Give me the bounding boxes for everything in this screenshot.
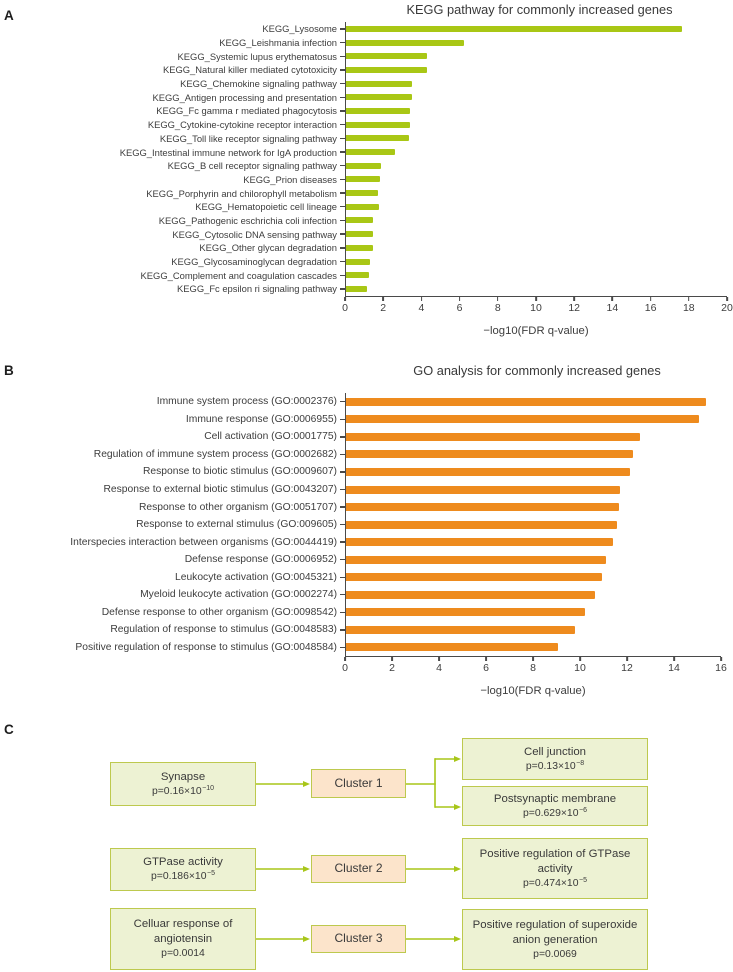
p-value-exponent: −10	[202, 784, 215, 792]
category-label: KEGG_Natural killer mediated cytotoxicity	[162, 64, 337, 76]
x-tick	[418, 297, 424, 314]
category-label: KEGG_B cell receptor signaling pathway	[167, 160, 337, 172]
bar-track	[345, 227, 728, 241]
cluster-label: Cluster 2	[334, 861, 383, 876]
p-value	[151, 870, 215, 884]
category-label: KEGG_Pathogenic eschrichia coli infection	[158, 214, 337, 226]
category-cell	[0, 484, 345, 495]
category-cell	[0, 554, 345, 565]
category-cell	[0, 466, 345, 477]
bar-track	[345, 36, 728, 50]
x-tick-mark	[532, 657, 534, 661]
x-tick-label: 16	[715, 662, 727, 675]
chart-row	[0, 227, 733, 241]
bar-track	[345, 533, 722, 551]
bar-track	[345, 90, 728, 104]
p-value	[161, 947, 205, 961]
x-tick-mark	[485, 657, 487, 661]
bar	[346, 26, 682, 32]
bar	[346, 81, 412, 87]
bar-track	[345, 551, 722, 569]
p-value-exponent: −5	[579, 876, 587, 884]
chart-row	[0, 516, 733, 534]
bar	[346, 231, 373, 237]
category-label: Leukocyte activation (GO:0045321)	[175, 571, 337, 583]
p-value-base: p=0.474×10	[523, 877, 579, 889]
x-tick-label: 2	[380, 301, 387, 314]
chart-row	[0, 255, 733, 269]
bar-track	[345, 428, 722, 446]
category-label: KEGG_Antigen processing and presentation	[152, 91, 337, 103]
x-tick	[645, 297, 657, 314]
term-title: Synapse	[160, 770, 206, 783]
x-tick-mark	[688, 297, 690, 301]
chart-row	[0, 604, 733, 622]
p-value-base: p=0.629×10	[523, 807, 579, 819]
bar	[346, 468, 630, 476]
term-box	[462, 786, 648, 826]
bar	[346, 163, 381, 169]
category-label: KEGG_Fc gamma r mediated phagocytosis	[156, 105, 337, 117]
category-cell	[0, 270, 345, 281]
chart-row	[0, 145, 733, 159]
bar	[346, 503, 619, 511]
bar-track	[345, 145, 728, 159]
bar-track	[345, 77, 728, 91]
x-tick-label: 12	[621, 662, 633, 675]
panel-label-a: A	[4, 8, 14, 23]
x-tick-label: 6	[483, 662, 489, 675]
chart-row	[0, 282, 733, 296]
p-value-base: p=0.13×10	[525, 760, 576, 772]
bar	[346, 486, 620, 494]
bar-track	[345, 393, 722, 411]
category-cell	[0, 133, 345, 144]
x-tick	[457, 297, 463, 314]
term-title: Postsynaptic membrane	[493, 792, 617, 805]
category-cell	[0, 37, 345, 48]
term-box	[110, 848, 256, 891]
cluster-label: Cluster 3	[334, 931, 383, 946]
x-tick-label: 0	[342, 301, 348, 314]
x-tick-label: 10	[530, 301, 542, 314]
chart-row	[0, 118, 733, 132]
bar	[346, 149, 395, 155]
panel-label-c: C	[4, 722, 14, 737]
bar-track	[345, 411, 722, 429]
bar	[346, 204, 379, 210]
x-tick-label: 10	[574, 662, 586, 675]
bar	[346, 67, 427, 73]
p-value-exponent: −6	[579, 806, 587, 814]
term-title: Celluar response of angiotensin	[133, 918, 233, 946]
category-cell	[0, 283, 345, 294]
bar-track	[345, 568, 722, 586]
term-box	[110, 908, 256, 970]
chart-row	[0, 428, 733, 446]
go-analysis-chart	[0, 363, 733, 697]
bar-track	[345, 481, 722, 499]
bar-track	[345, 200, 728, 214]
chart-row	[0, 36, 733, 50]
category-cell	[0, 256, 345, 267]
x-tick-mark	[459, 297, 461, 301]
category-cell	[0, 537, 345, 548]
category-cell	[0, 92, 345, 103]
chart-row	[0, 77, 733, 91]
bar	[346, 108, 410, 114]
x-tick	[607, 297, 619, 314]
bar	[346, 53, 427, 59]
x-tick-mark	[497, 297, 499, 301]
category-cell	[0, 519, 345, 530]
chart-row	[0, 411, 733, 429]
bar	[346, 40, 464, 46]
category-cell	[0, 414, 345, 425]
term-box	[110, 762, 256, 806]
bar-track	[345, 186, 728, 200]
term-box	[462, 909, 648, 970]
x-tick-label: 18	[682, 301, 695, 314]
chart-row	[0, 268, 733, 282]
p-value	[152, 785, 214, 799]
bar-track	[345, 282, 728, 296]
x-tick-mark	[626, 657, 628, 661]
chart-row	[0, 551, 733, 569]
chart-row	[0, 241, 733, 255]
category-cell	[0, 229, 345, 240]
category-cell	[0, 147, 345, 158]
category-label: Defense response to other organism (GO:0098542)	[101, 606, 337, 618]
category-cell	[0, 51, 345, 62]
category-cell	[0, 642, 345, 653]
category-label: KEGG_Prion diseases	[243, 173, 337, 185]
category-cell	[0, 105, 345, 116]
p-value	[523, 807, 587, 821]
category-label: KEGG_Toll like receptor signaling pathway	[159, 132, 337, 144]
chart-row	[0, 186, 733, 200]
x-axis-label: −log10(FDR q-value)	[480, 685, 586, 698]
bar	[346, 217, 373, 223]
chart-row	[0, 63, 733, 77]
bar-track	[345, 173, 728, 187]
x-tick	[574, 657, 586, 674]
category-label: KEGG_Lysosome	[262, 23, 337, 35]
x-axis	[342, 296, 733, 323]
bar-track	[345, 214, 728, 228]
bar-track	[345, 255, 728, 269]
bar-track	[345, 639, 722, 657]
chart-rows	[0, 22, 733, 296]
chart-row	[0, 498, 733, 516]
bar	[346, 450, 633, 458]
bar	[346, 556, 606, 564]
x-tick-mark	[650, 297, 652, 301]
category-cell	[0, 431, 345, 442]
x-tick-label: 4	[436, 662, 442, 675]
x-tick	[530, 297, 542, 314]
bar	[346, 272, 369, 278]
category-label: Interspecies interaction between organisms (GO:0044419)	[70, 536, 337, 548]
term-title: Cell junction	[523, 745, 587, 758]
bar	[346, 626, 575, 634]
x-tick	[568, 297, 580, 314]
chart-row	[0, 446, 733, 464]
x-axis-label: −log10(FDR q-value)	[483, 324, 589, 337]
x-tick-mark	[720, 657, 722, 661]
chart-row	[0, 49, 733, 63]
x-tick	[389, 657, 395, 674]
category-label: Cell activation (GO:0001775)	[204, 431, 337, 443]
bar-track	[345, 586, 722, 604]
category-cell	[0, 589, 345, 600]
chart-row	[0, 533, 733, 551]
category-cell	[0, 215, 345, 226]
chart-row	[0, 22, 733, 36]
bar-track	[345, 516, 722, 534]
chart-row	[0, 481, 733, 499]
bar	[346, 521, 617, 529]
category-label: KEGG_Fc epsilon ri signaling pathway	[177, 283, 337, 295]
category-cell	[0, 174, 345, 185]
category-label: KEGG_Cytokine-cytokine receptor interaction	[147, 119, 337, 131]
category-label: KEGG_Glycosaminoglycan degradation	[171, 256, 337, 268]
term-box	[462, 738, 648, 780]
category-label: KEGG_Leishmania infection	[219, 37, 337, 49]
chart-row	[0, 132, 733, 146]
chart-row	[0, 621, 733, 639]
p-value-exponent: −5	[207, 870, 215, 878]
category-label: KEGG_Intestinal immune network for IgA production	[119, 146, 337, 158]
category-cell	[0, 119, 345, 130]
bar	[346, 135, 409, 141]
x-tick-mark	[344, 297, 346, 301]
x-tick	[621, 657, 633, 674]
x-tick-mark	[344, 657, 346, 661]
x-tick	[342, 297, 348, 314]
x-tick-label: 14	[606, 301, 619, 314]
bar-track	[345, 241, 728, 255]
bar-track	[345, 268, 728, 282]
bar	[346, 573, 602, 581]
bar	[346, 94, 412, 100]
x-tick	[342, 657, 348, 674]
x-tick-label: 8	[494, 301, 501, 314]
category-label: Response to biotic stimulus (GO:0009607)	[142, 466, 337, 478]
x-tick-label: 2	[389, 662, 395, 675]
chart-rows	[0, 393, 733, 656]
x-tick-mark	[382, 297, 384, 301]
bar	[346, 122, 410, 128]
category-label: KEGG_Systemic lupus erythematosus	[177, 50, 337, 62]
x-tick-mark	[421, 297, 423, 301]
category-label: KEGG_Hematopoietic cell lineage	[195, 201, 337, 213]
category-label: Myeloid leukocyte activation (GO:0002274)	[140, 589, 337, 601]
x-tick-mark	[535, 297, 537, 301]
x-tick	[530, 657, 536, 674]
category-cell	[0, 78, 345, 89]
bar	[346, 433, 640, 441]
bar-track	[345, 49, 728, 63]
category-label: Immune response (GO:0006955)	[185, 413, 337, 425]
p-value	[523, 877, 587, 891]
category-label: Response to external biotic stimulus (GO:0043207)	[103, 484, 337, 495]
chart-row	[0, 173, 733, 187]
chart-row	[0, 90, 733, 104]
bar	[346, 398, 706, 406]
kegg-pathway-chart	[0, 2, 733, 337]
x-tick-mark	[438, 657, 440, 661]
category-label: Defense response (GO:0006952)	[184, 554, 337, 566]
category-cell	[0, 624, 345, 635]
category-label: Positive regulation of response to stimulus (GO:0048584)	[75, 641, 337, 653]
category-cell	[0, 242, 345, 253]
category-label: KEGG_Other glycan degradation	[199, 242, 337, 254]
bar	[346, 538, 613, 546]
chart-row	[0, 463, 733, 481]
bar-track	[345, 22, 728, 36]
p-value-base: p=0.186×10	[151, 871, 207, 883]
bar	[346, 643, 558, 651]
p-value-base: p=0.0069	[533, 948, 577, 960]
category-cell	[0, 201, 345, 212]
bar	[346, 259, 370, 265]
bar-track	[345, 159, 728, 173]
cluster-box	[311, 925, 406, 953]
cluster-diagram	[0, 720, 733, 972]
x-tick	[721, 297, 733, 314]
x-tick	[683, 297, 695, 314]
x-tick	[436, 657, 442, 674]
x-tick-label: 6	[456, 301, 463, 314]
category-label: Response to other organism (GO:0051707)	[138, 501, 337, 513]
category-label: Immune system process (GO:0002376)	[156, 396, 337, 408]
x-tick-mark	[573, 297, 575, 301]
x-tick	[483, 657, 489, 674]
category-label: Regulation of response to stimulus (GO:0048583)	[110, 624, 337, 636]
p-value-base: p=0.16×10	[151, 785, 202, 797]
term-title: Positive regulation of GTPase activity	[479, 847, 631, 875]
category-cell	[0, 572, 345, 583]
term-box	[462, 838, 648, 899]
chart-row	[0, 214, 733, 228]
chart-row	[0, 159, 733, 173]
x-tick	[715, 657, 727, 674]
bar-track	[345, 463, 722, 481]
x-tick-label: 16	[644, 301, 657, 314]
category-cell	[0, 502, 345, 513]
bar	[346, 591, 595, 599]
cluster-box	[311, 855, 406, 883]
x-tick	[668, 657, 680, 674]
chart-row	[0, 104, 733, 118]
bar-track	[345, 104, 728, 118]
x-tick-label: 12	[568, 301, 581, 314]
bar	[346, 415, 699, 423]
chart-title: KEGG pathway for commonly increased genes	[406, 2, 673, 17]
x-tick	[495, 297, 501, 314]
x-tick-mark	[673, 657, 675, 661]
bar-track	[345, 118, 728, 132]
category-cell	[0, 449, 345, 460]
p-value	[526, 760, 584, 774]
category-cell	[0, 160, 345, 171]
chart-row	[0, 586, 733, 604]
chart-row	[0, 639, 733, 657]
term-title: Positive regulation of superoxide anion generation	[472, 918, 638, 946]
bar	[346, 245, 373, 251]
bar-track	[345, 621, 722, 639]
category-cell	[0, 607, 345, 618]
chart-title: GO analysis for commonly increased genes	[413, 363, 661, 378]
x-axis	[342, 656, 727, 683]
bar	[346, 608, 585, 616]
bar	[346, 286, 367, 292]
bar	[346, 190, 378, 196]
bar-track	[345, 63, 728, 77]
bar-track	[345, 132, 728, 146]
x-tick	[380, 297, 386, 314]
category-cell	[0, 396, 345, 407]
cluster-label: Cluster 1	[334, 775, 383, 790]
category-label: KEGG_Cytosolic DNA sensing pathway	[172, 228, 337, 240]
x-tick-label: 14	[668, 662, 680, 675]
x-tick-mark	[726, 297, 728, 301]
p-value-base: p=0.0014	[161, 948, 205, 960]
category-label: KEGG_Porphyrin and chilorophyll metabolism	[146, 187, 337, 199]
cluster-box	[311, 769, 406, 798]
term-title: GTPase activity	[143, 856, 223, 869]
category-cell	[0, 64, 345, 75]
x-tick-label: 4	[418, 301, 425, 314]
x-tick-mark	[612, 297, 614, 301]
chart-row	[0, 568, 733, 586]
chart-row	[0, 393, 733, 411]
category-label: KEGG_Chemokine signaling pathway	[180, 78, 337, 90]
p-value-exponent: −8	[576, 759, 585, 767]
category-cell	[0, 23, 345, 34]
bar	[346, 176, 380, 182]
category-label: KEGG_Complement and coagulation cascades	[140, 269, 337, 281]
category-label: Regulation of immune system process (GO:0002682)	[93, 448, 337, 460]
bar-track	[345, 604, 722, 622]
bar-track	[345, 446, 722, 464]
chart-row	[0, 200, 733, 214]
panel-label-b: B	[4, 363, 14, 378]
p-value	[533, 948, 577, 962]
x-tick-label: 20	[721, 301, 733, 314]
category-cell	[0, 188, 345, 199]
x-tick-label: 0	[342, 662, 348, 675]
category-label: Response to external stimulus (GO:009605)	[136, 519, 337, 531]
bar-track	[345, 498, 722, 516]
x-tick-label: 8	[530, 662, 536, 675]
x-tick-mark	[391, 657, 393, 661]
x-tick-mark	[579, 657, 581, 661]
